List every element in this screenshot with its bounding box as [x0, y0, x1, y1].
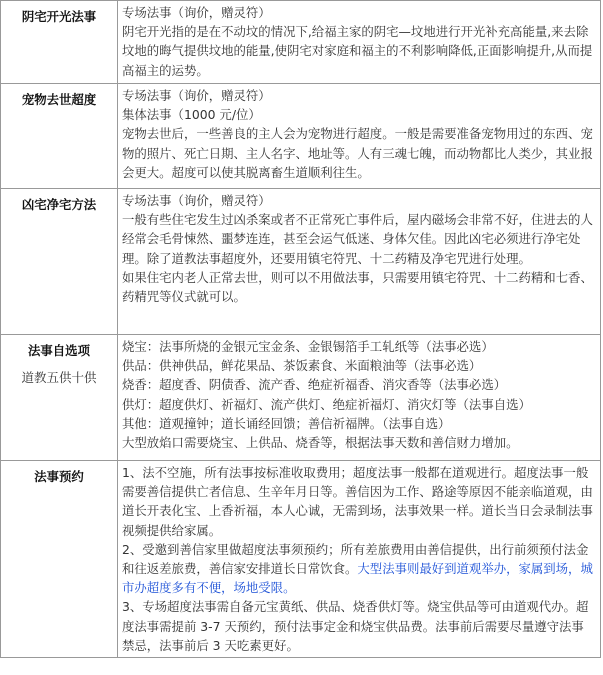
row-title: 法事自选项 — [28, 343, 90, 358]
row-header — [1, 1, 118, 84]
row-header — [1, 335, 118, 461]
highlight-text: 大型法事则最好到道观举办，家属到场，城市办超度多有不便，场地受限。 — [122, 561, 593, 596]
row-title: 凶宅净宅方法 — [21, 197, 97, 212]
row-content — [118, 335, 601, 461]
row-title: 阴宅开光法事 — [21, 9, 97, 24]
row-content — [118, 461, 601, 658]
content-line: 供灯：超度供灯、祈福灯、流产供灯、绝症祈福灯、消灾灯等（法事自选） — [122, 396, 531, 412]
row-content — [118, 1, 601, 84]
content-line — [122, 540, 596, 598]
content-line: 其他：道观撞钟；道长诵经回馈；善信祈福牌。（法事自选） — [122, 415, 451, 431]
row-title: 宠物去世超度 — [21, 92, 97, 107]
content-line: 如果住宅内老人正常去世，则可以不用做法事，只需要用镇宅符咒、十二药精和七香、药精咒等仪式就可以。 — [122, 269, 593, 305]
content-line: 大型放焰口需要烧宝、上供品、烧香等，根据法事天数和善信财力增加。 — [122, 435, 519, 451]
table-row — [1, 1, 601, 84]
row-header — [1, 189, 118, 335]
content-text: 2、受邀到善信家里做超度法事须预约；所有差旅费用由善信提供，出行前须预付法金和往返差旅费，善信家安排道长日常饮食。 — [122, 541, 589, 577]
table-row — [1, 335, 601, 461]
content-line: 专场法事（询价，赠灵符） — [122, 5, 271, 20]
row-title: 法事预约 — [34, 469, 84, 484]
content-line: 烧宝：法事所烧的金银元宝金条、金银锡箔手工轧纸等（法事必选） — [122, 339, 494, 354]
table-row — [1, 84, 601, 189]
row-header — [1, 84, 118, 189]
row-header — [1, 461, 118, 658]
table-row — [1, 189, 601, 335]
content-line: 专场法事（询价，赠灵符） — [122, 88, 271, 103]
content-line: 集体法事（1000 元/位） — [122, 107, 261, 123]
content-line: 一般有些住宅发生过凶杀案或者不正常死亡事件后，屋内磁场会非常不好，住进去的人经常会毛骨悚然、噩梦连连，甚至会运气低迷、身体欠佳。因此凶宅必须进行净宅处理。除了道教法事超度外，还要用镇宅符咒、十二药精及净宅咒进行处理。 — [122, 212, 593, 266]
content-line: 专场法事（询价，赠灵符） — [122, 193, 271, 208]
content-line: 供品：供神供品，鲜花果品、茶饭素食、米面粮油等（法事必选） — [122, 358, 482, 374]
table-row — [1, 461, 601, 658]
content-line: 3、专场超度法事需自备元宝黄纸、供品、烧香供灯等。烧宝供品等可由道观代办。超度法事需提前 3-7 天预约，预付法事定金和烧宝供品费。法事前后需要尽量遵守法事禁忌，法事前后 3 天吃素更好。 — [122, 599, 589, 653]
row-content — [118, 84, 601, 189]
content-line: 阴宅开光指的是在不动坟的情况下,给福主家的阴宅—坟地进行开光补充高能量,来去除坟地的晦气提供坟地的能量,使阴宅对家庭和福主的不利影响降低,正面影响提升,从而提高福主的运势。 — [122, 24, 593, 78]
content-line: 1、法不空施，所有法事按标准收取费用；超度法事一般都在道观进行。超度法事一般需要善信提供亡者信息、生辛年月日等。善信因为工作、路途等原因不能亲临道观，由道长开表化宝、上香祈福，本人心诚，无需到场，法事效果一样。道长当日会录制法事视频提供给家属。 — [122, 465, 593, 538]
content-line: 烧香：超度香、阴债香、流产香、绝症祈福香、消灾香等（法事必选） — [122, 377, 507, 393]
row-content — [118, 189, 601, 335]
content-line: 宠物去世后，一些善良的主人会为宠物进行超度。一般是需要准备宠物用过的东西、宠物的照片、死亡日期、主人名字、地址等。人有三魂七魄，而动物都比人类少，其业报会更大。超度可以使其脱离畜生道顺利往生。 — [122, 126, 593, 180]
row-subtitle: 道教五供十供 — [21, 370, 97, 386]
